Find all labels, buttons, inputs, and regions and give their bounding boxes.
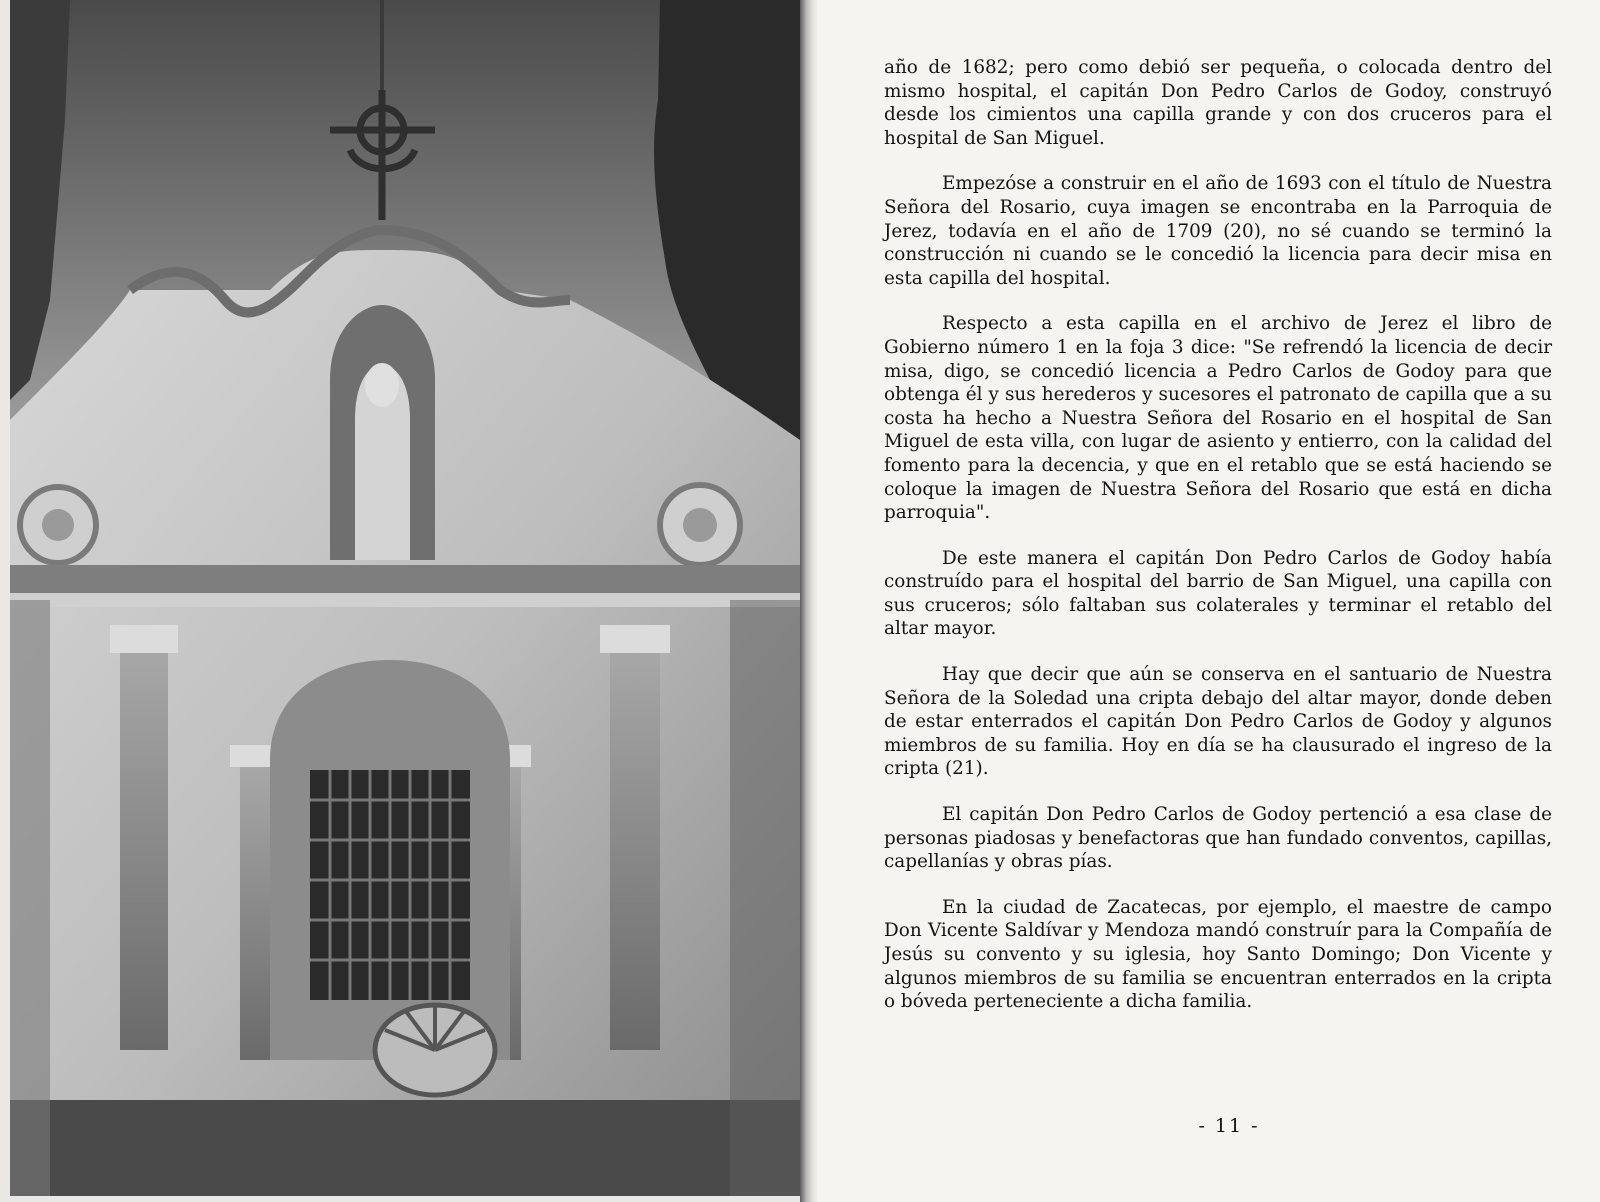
church-facade-illustration bbox=[10, 0, 800, 1196]
right-page bbox=[818, 0, 1600, 1202]
paragraph: Empezóse a construir en el año de 1693 con el título de Nuestra Señora del Rosario, cuya imagen se encontraba en la Parroquia de Jerez, todavía en el año de 1709 (20), no sé cuando se terminó la construcción ni cuando se le concedió la licencia para decir misa en esta capilla del hospital. bbox=[884, 173, 1552, 289]
paragraph: Respecto a esta capilla en el archivo de Jerez el libro de Gobierno número 1 en la foja 3 dice: "Se refrendó la licencia de decir misa, digo, se concedió licencia a Pedro Carlos de Godoy para que obtenga él y sus herederos y sucesores el patronato de capilla que a su costa ha hecho a Nuestra Señora del Rosario en el hospital de San Miguel de esta villa, con lugar de asiento y entierro, con la calidad del fomento para la decencia, y que en el retablo que se está haciendo se coloque la imagen de Nuestra Señora del Rosario que está en dicha parroquia". bbox=[884, 313, 1552, 524]
page-number: - 11 - bbox=[1198, 1115, 1260, 1137]
book-gutter bbox=[800, 0, 818, 1202]
paragraph: Hay que decir que aún se conserva en el santuario de Nuestra Señora de la Soledad una cripta debajo del altar mayor, donde deben de estar enterrados el capitán Don Pedro Carlos de Godoy y algunos miembros de su familia. Hoy en día se ha clausurado el ingreso de la cripta (21). bbox=[884, 664, 1552, 780]
paragraph: año de 1682; pero como debió ser pequeña, o colocada dentro del mismo hospital, el capitán Don Pedro Carlos de Godoy, construyó desde los cimientos una capilla grande y con dos cruceros para el hospital de San Miguel. bbox=[884, 57, 1552, 149]
paragraph: En la ciudad de Zacatecas, por ejemplo, el maestre de campo Don Vicente Saldívar y Mendoza mandó construír para la Compañía de Jesús su convento y su iglesia, hoy Santo Domingo; Don Vicente y algunos miembros de su familia se encuentran enterrados en la cripta o bóveda perteneciente a dicha familia. bbox=[884, 896, 1552, 1013]
paragraph: El capitán Don Pedro Carlos de Godoy pertenció a esa clase de personas piadosas y benefactoras que han fundado conventos, capillas, capellanías y obras pías. bbox=[884, 804, 1552, 873]
text-column bbox=[884, 56, 1552, 1036]
paragraph: De este manera el capitán Don Pedro Carlos de Godoy había construído para el hospital del barrio de San Miguel, una capilla con sus cruceros; sólo faltaban sus colaterales y terminar el retablo del altar mayor. bbox=[884, 547, 1552, 640]
church-facade-photo bbox=[10, 0, 800, 1196]
